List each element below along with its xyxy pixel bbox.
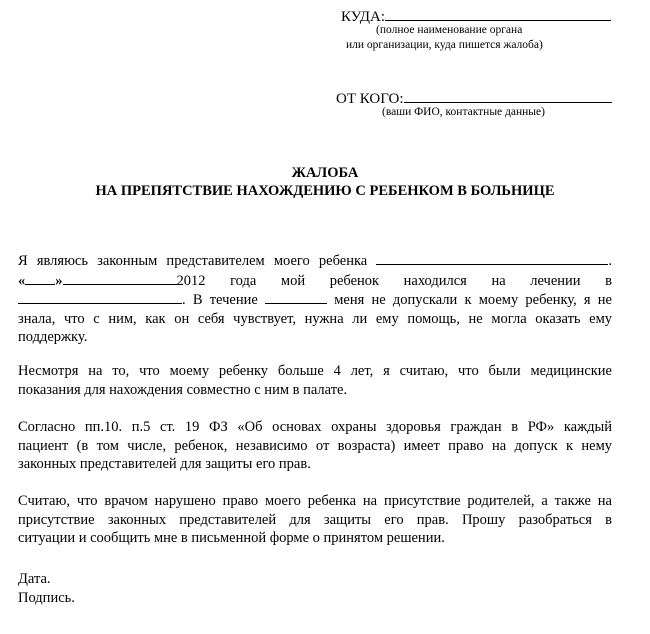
date-label: Дата.	[18, 571, 51, 587]
from-blank	[404, 88, 612, 103]
p3-line-1: Согласно пп.10. п.5 ст. 19 ФЗ «Об основах охраны здоровья граждан в РФ» каждый	[18, 419, 612, 435]
p3-line-3: законных представителей для защиты его прав.	[18, 456, 311, 472]
paragraph-1	[18, 251, 612, 347]
month-blank	[63, 271, 177, 285]
p4-line-1: Считаю, что врачом нарушено право моего ребенка на присутствие родителей, а также на	[18, 493, 612, 509]
p2-line-2: показания для нахождения совместно с ним в палате.	[18, 381, 348, 398]
p4-line-2: присутствие законных представителей для защиты его прав. Прошу разобраться в	[18, 511, 612, 528]
p3-line-2: пациент (в том числе, ребенок, независимо от возраста) имеет право на допуск к нему	[18, 437, 612, 454]
day-blank	[25, 271, 55, 285]
paragraph-2	[18, 362, 612, 399]
p2-line-1: Несмотря на то, что моему ребенку больше 4 лет, я считаю, что были медицинские	[18, 363, 612, 379]
p1-line-5: поддержку.	[18, 329, 88, 345]
from-hint: (ваши ФИО, контактные данные)	[382, 106, 545, 118]
child-name-blank	[376, 251, 608, 265]
title-line-2: НА ПРЕПЯТСТВИЕ НАХОЖДЕНИЮ С РЕБЕНКОМ В БОЛЬНИЦЕ	[95, 183, 555, 199]
to-blank	[385, 6, 611, 21]
to-hint-1: (полное наименование органа	[376, 24, 523, 36]
paragraph-3	[18, 418, 612, 474]
p1-line-4: знала, что с ним, как он себя чувствует, нужна ли ему помощь, не могла оказать ему	[18, 310, 612, 327]
hospital-blank	[18, 290, 182, 304]
signature-block	[18, 570, 75, 608]
title-line-1: ЖАЛОБА	[291, 165, 359, 181]
p1-line-2: « » 2012 года мой ребенок находился на лечении в	[18, 272, 612, 289]
from-field	[336, 88, 612, 108]
to-label: КУДА:	[341, 9, 386, 25]
p1-line-3: . В течение меня не допускали к моему ребенку, я не	[18, 290, 612, 310]
period-blank	[265, 290, 327, 304]
p4-line-3: ситуации и сообщить мне в письменной форме о принятом решении.	[18, 530, 445, 546]
signature-label: Подпись.	[18, 590, 75, 606]
from-label: ОТ КОГО:	[336, 91, 404, 107]
paragraph-4	[18, 492, 612, 548]
p1-line-1: Я являюсь законным представителем моего ребенка .	[18, 253, 613, 269]
to-hint-2: или организации, куда пишется жалоба)	[346, 39, 543, 51]
to-field	[341, 6, 611, 26]
